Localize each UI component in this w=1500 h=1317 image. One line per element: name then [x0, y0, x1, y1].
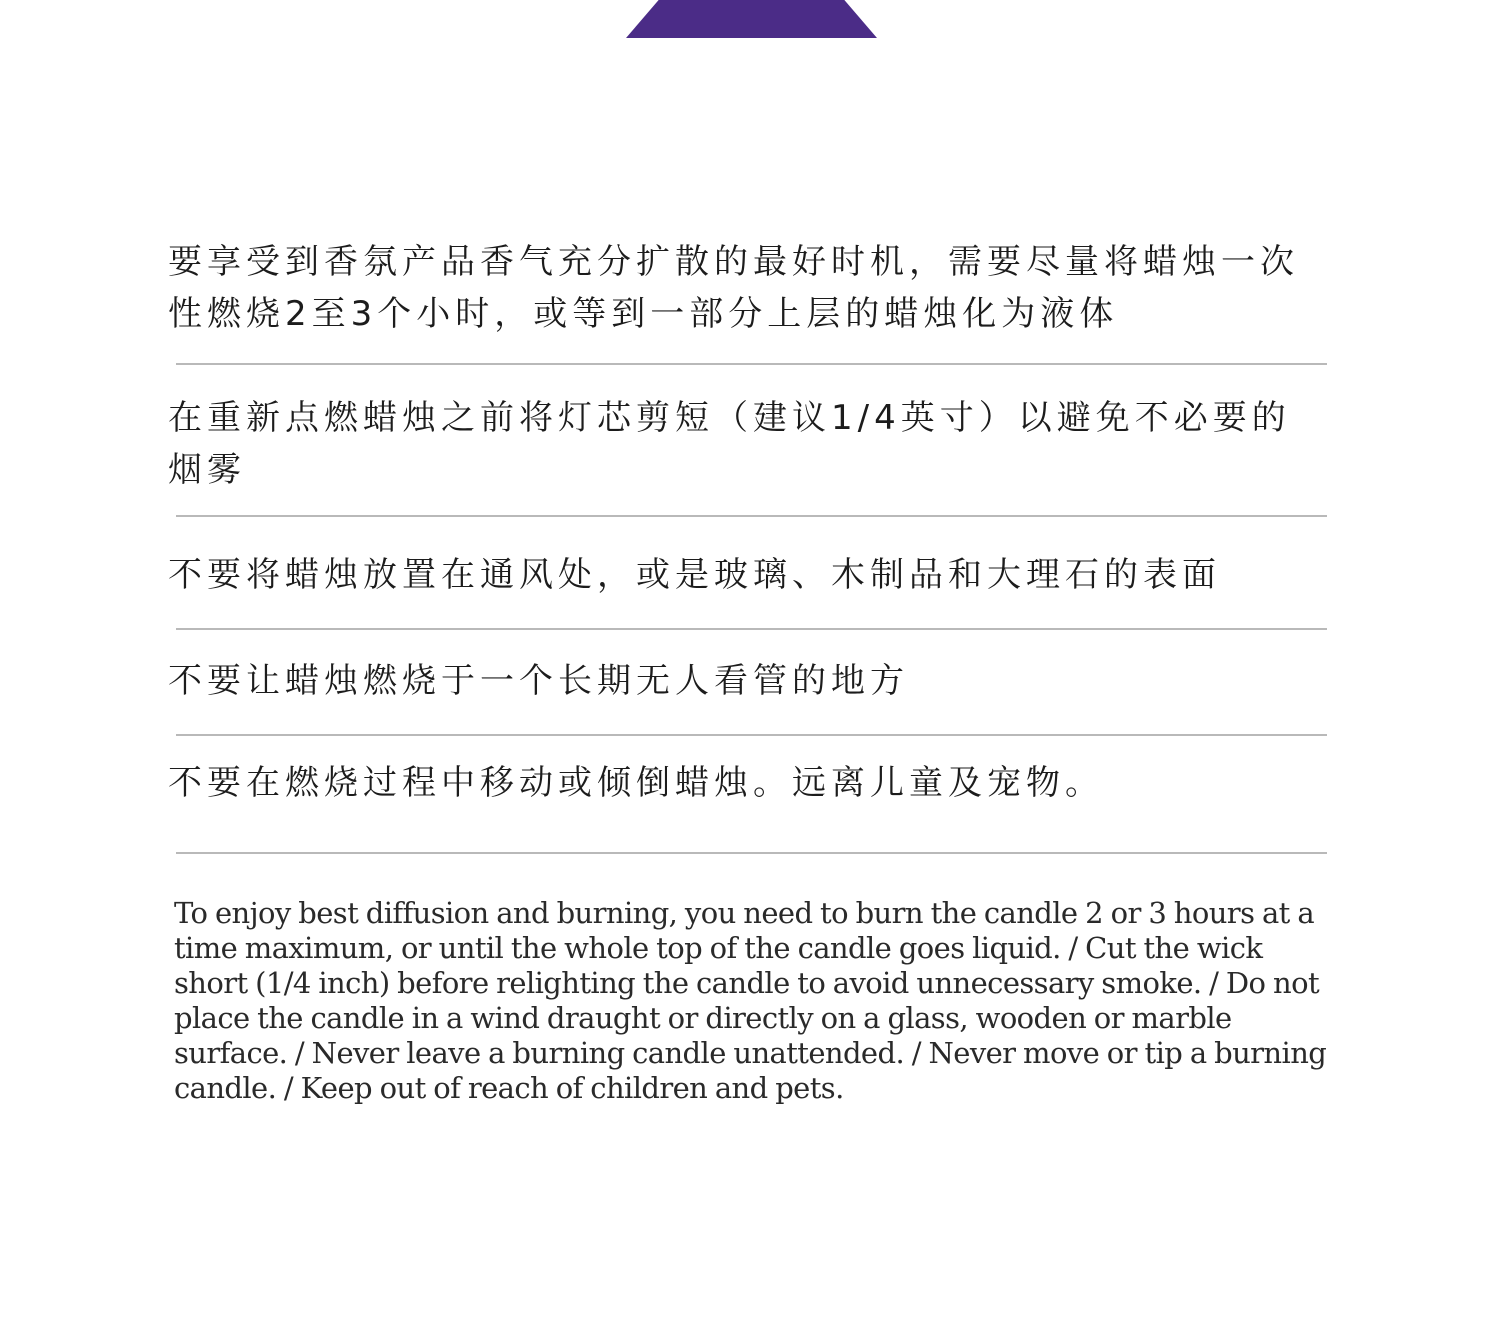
instructions-en-paragraph: To enjoy best diffusion and burning, you need to burn the candle 2 or 3 hours at a time maximum, or until the whole top of the candle goes liquid. / Cut the wick short (1/4 inch) before relighting the candle to avoid unnecessary smoke. / Do not place the candle in a wind draught or directly on a glass, wooden or marble surface. / Never leave a burning candle unattended. / Never move or tip a burning candle. / Keep out of reach of children and pets.	[174, 896, 1327, 1105]
instruction-cn-3: 不要将蜡烛放置在通风处，或是玻璃、木制品和大理石的表面	[168, 555, 1221, 595]
instruction-cn-5: 不要在燃烧过程中移动或倾倒蜡烛。远离儿童及宠物。	[168, 763, 1104, 803]
divider	[176, 363, 1327, 365]
divider	[176, 628, 1327, 630]
divider	[176, 852, 1327, 854]
instruction-cn-2: 在重新点燃蜡烛之前将灯芯剪短（建议1/4英寸）以避免不必要的烟雾	[168, 398, 1291, 490]
instruction-cn-4: 不要让蜡烛燃烧于一个长期无人看管的地方	[168, 661, 909, 701]
divider	[176, 515, 1327, 517]
instruction-cn-1: 要享受到香氛产品香气充分扩散的最好时机，需要尽量将蜡烛一次性燃烧2至3个小时，或等到一部分上层的蜡烛化为液体	[168, 242, 1299, 334]
top-accent-tab	[626, 0, 877, 38]
divider	[176, 734, 1327, 736]
